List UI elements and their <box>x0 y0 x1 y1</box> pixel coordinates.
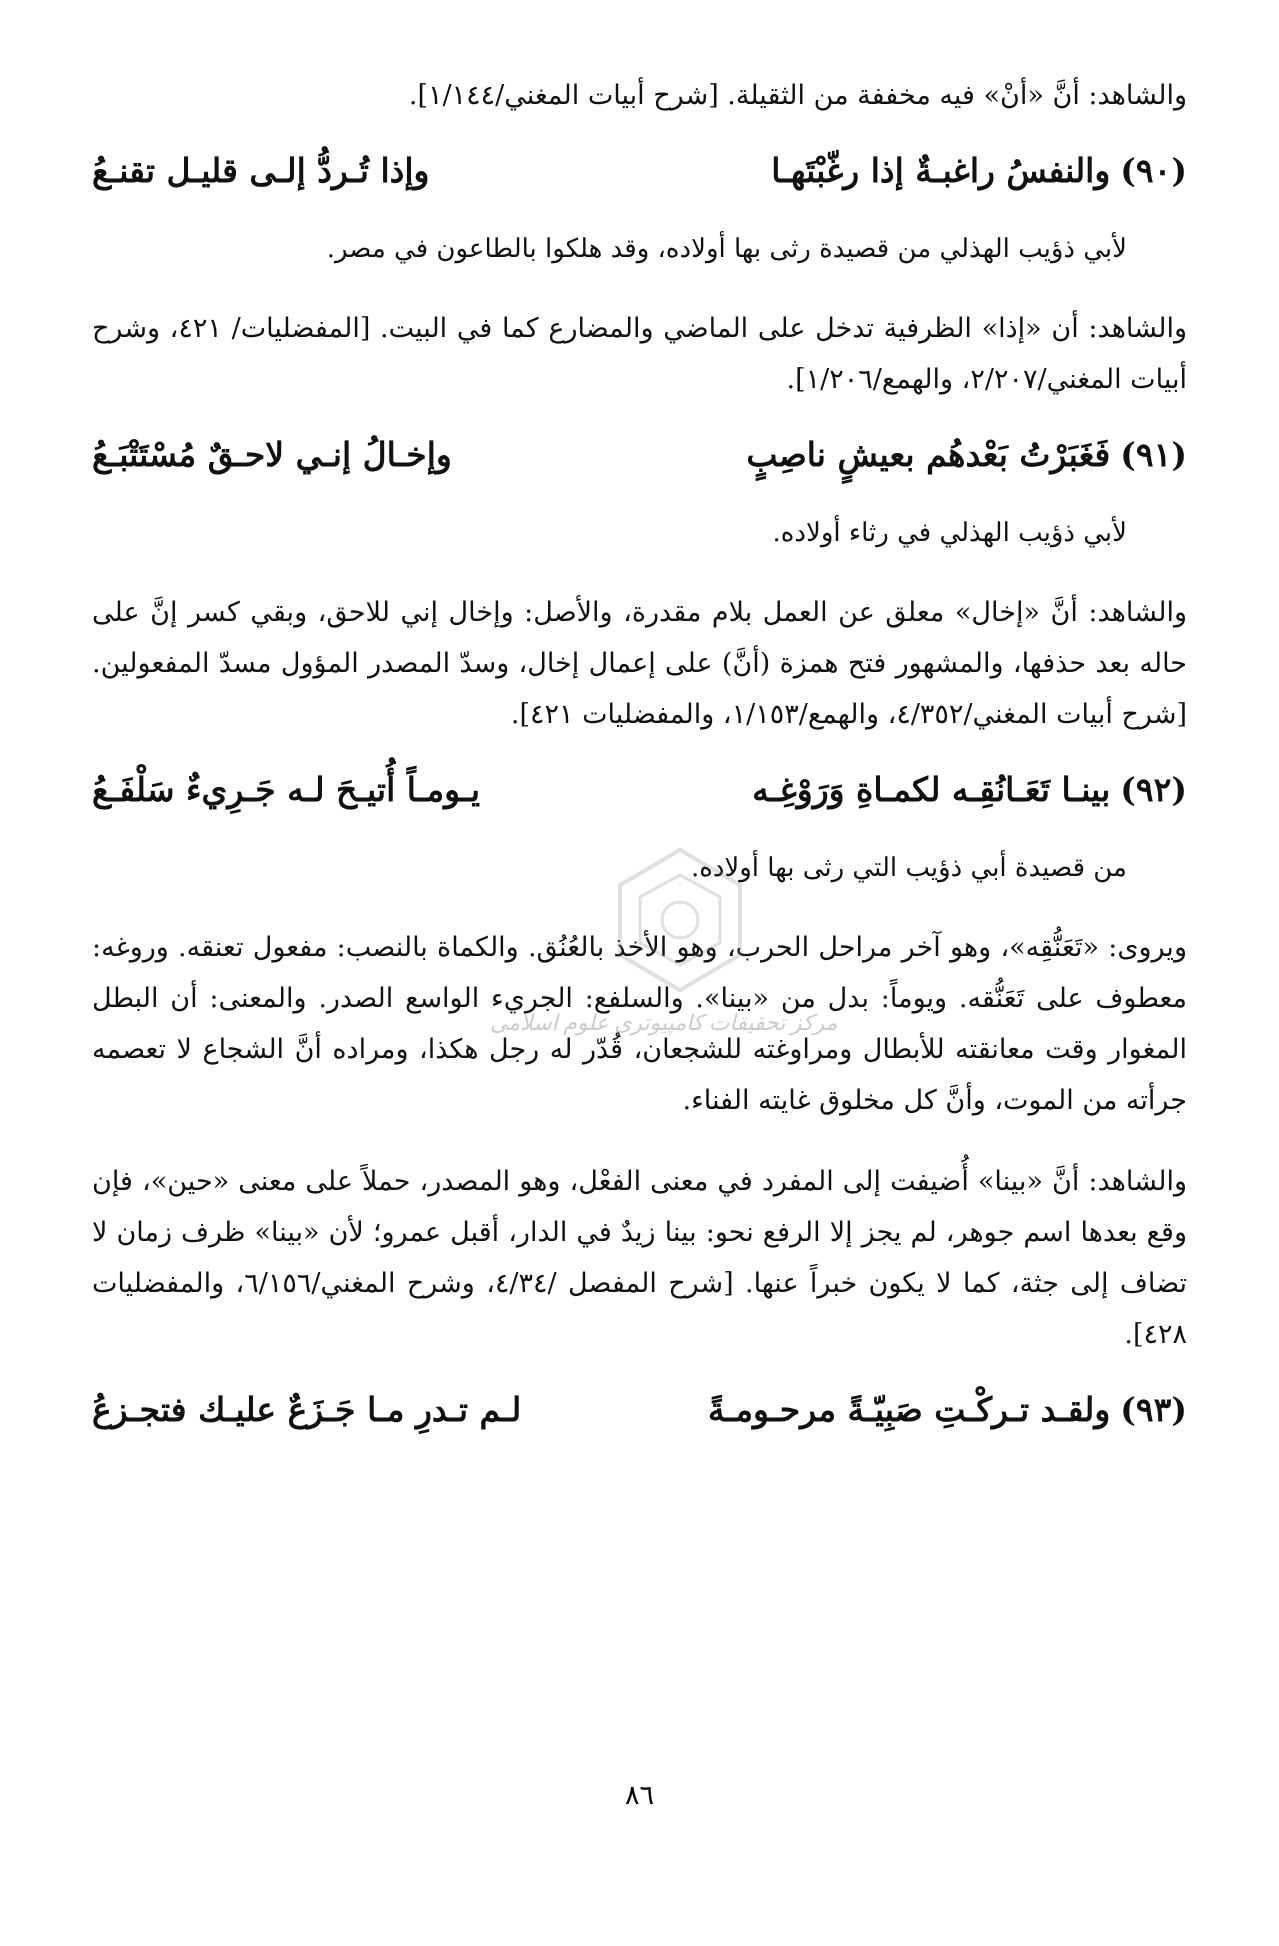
verse-source: لأبي ذؤيب الهذلي من قصيدة رثى بها أولاده، وقد هلكوا بالطاعون في مصر. <box>326 234 1127 264</box>
verse-92 <box>92 762 1187 818</box>
verse-number: (٩٠) <box>1120 151 1187 190</box>
verse-hemistich-first: ولقـد تـركْـتِ صَبِيّـةً مرحـومـةً <box>707 1390 1111 1429</box>
verse-number: (٩٣) <box>1120 1390 1187 1429</box>
paragraph-commentary: والشاهد: أنَّ «بينا» أُضيفت إلى المفرد في معنى الفعْل، وهو المصدر، حملاً على معنى «حين»، فإن وقع بعدها اسم جوهر، لم يجز إلا الرفع نحو: بينا زيدٌ في الدار، أقبل عمرو؛ لأن «بينا» ظرف زمان لا تضاف إلى جثة، كما لا يكون خبراً عنها. [شرح المفصل /٤/٣٤، وشرح المغني/٦/١٥٦، والمفضليات ٤٢٨]. <box>92 1166 1188 1350</box>
watermark-text: مرکز تحقیقات کامپیوتری علوم اسلامی <box>490 1010 838 1035</box>
verse-hemistich-second: يـومـاً أُتيـحَ لـه جَـرِيءٌ سَلْفَـعُ <box>91 770 481 809</box>
verse-source: لأبي ذؤيب الهذلي في رثاء أولاده. <box>772 518 1127 548</box>
verse-91 <box>92 427 1187 483</box>
verse-hemistich-first: فَغَبَرْتُ بَعْدهُم بعيشٍ ناصِبٍ <box>746 435 1111 474</box>
verse-93 <box>92 1382 1187 1438</box>
paragraph-commentary: والشاهد: أنَّ «إخال» معلق عن العمل بلام مقدرة، والأصل: وإخال إني للاحق، وبقي كسر إنَّ على حاله بعد حذفها، والمشهور فتح همزة (أنَّ) على إعمال إخال، وسدّ المصدر المؤول مسدّ المفعولين. [شرح أبيات المغني/٤/٣٥٢، والهمع/١/١٥٣، والمفضليات ٤٢١]. <box>92 597 1187 730</box>
paragraph-commentary: والشاهد: أن «إذا» الظرفية تدخل على الماضي والمضارع كما في البيت. [المفضليات/ ٤٢١، وشرح أبيات المغني/٢/٢٠٧، والهمع/١/٢٠٦]. <box>92 313 1187 395</box>
page-number: ٨٦ <box>624 1780 654 1810</box>
verse-hemistich-first: بينـا تَعَـانُقِـه لكمـاةِ وَرَوْغِـه <box>752 770 1111 809</box>
verse-hemistich-second: وإذا تُـردُّ إلـى قليـل تقنـعُ <box>91 151 430 190</box>
watermark-logo-icon <box>610 845 750 995</box>
paragraph-commentary: ويروى: «تَعَنُّقِه»، وهو آخر مراحل الحرب، وهو الأخذ بالعُنُق. والكماة بالنصب: مفعول تعنقه. وروغه: معطوف على تَعَنُّقه. ويوماً: بدل من «بينا». والسلفع: الجريء الواسع الصدر. والمعنى: أن البطل المغوار وقت معانقته للأبطال ومراوغته للشجعان، قُدّر له رجل هكذا، ومراده أنَّ الشجاع لا تعصمه جرأته من الموت، وأنَّ كل مخلوق غايته الفناء. <box>92 932 1187 1116</box>
paragraph-p1: والشاهد: أنَّ «أنْ» فيه مخففة من الثقيلة. [شرح أبيات المغني/١/١٤٤]. <box>408 80 1187 111</box>
verse-hemistich-second: وإخـالُ إنـي لاحـقٌ مُسْتَتْبَـعُ <box>91 435 452 474</box>
verse-number: (٩٢) <box>1120 770 1187 809</box>
verse-hemistich-second: لـم تـدرِ مـا جَـزَعٌ عليـك فتجـزعُ <box>91 1390 522 1429</box>
verse-number: (٩١) <box>1120 435 1187 474</box>
verse-source: من قصيدة أبي ذؤيب التي رثى بها أولاده. <box>690 853 1127 883</box>
verse-90 <box>92 143 1187 199</box>
verse-hemistich-first: والنفسُ راغبـةٌ إذا رغّبْتَهـا <box>771 151 1111 190</box>
